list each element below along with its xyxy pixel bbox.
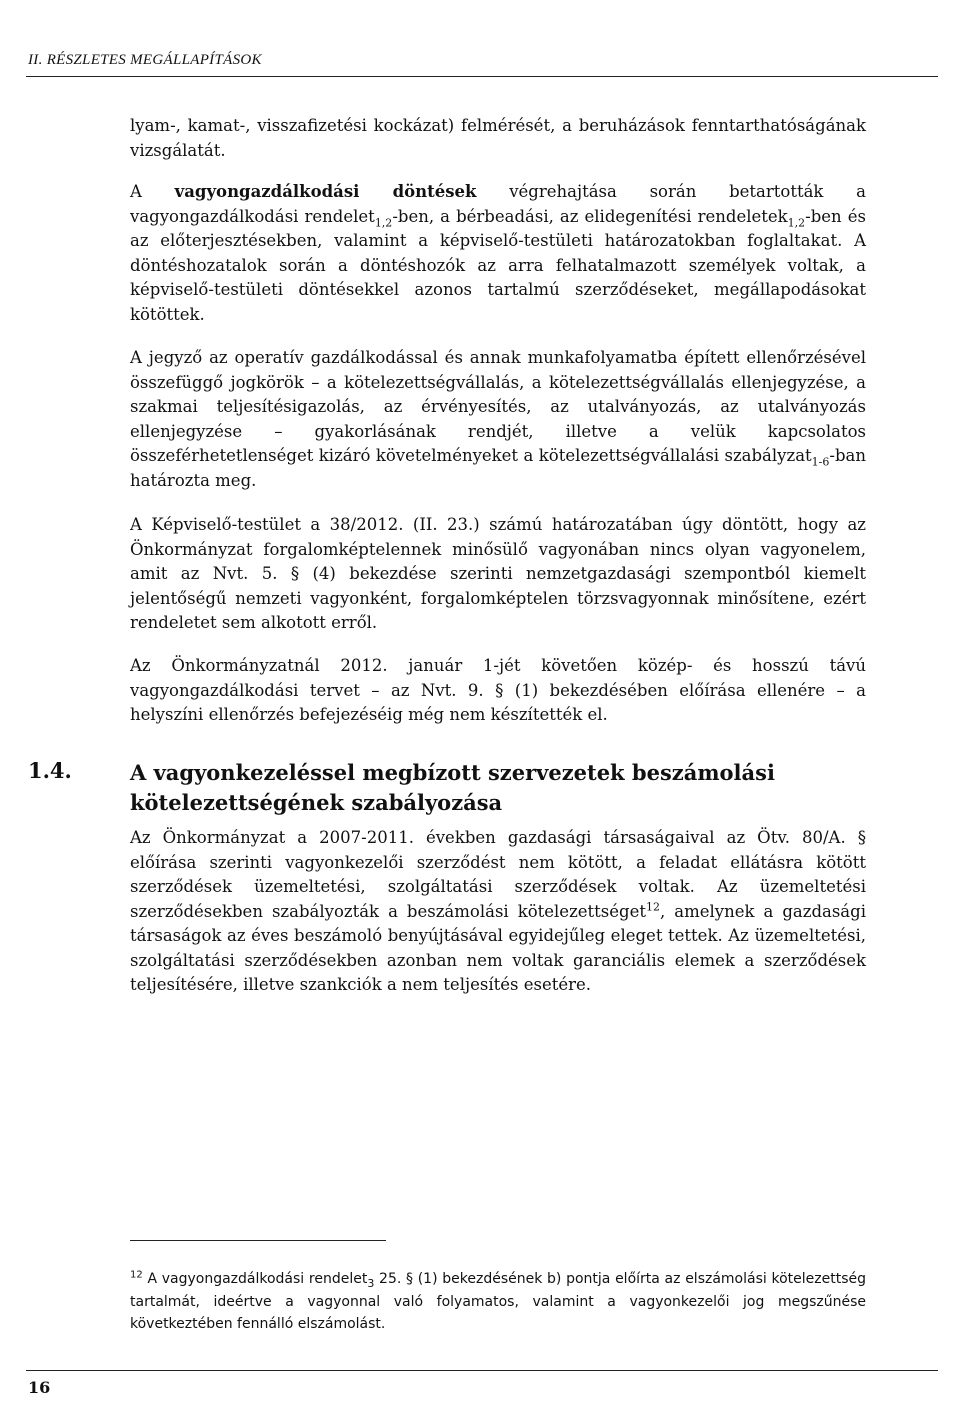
section-number: 1.4.: [28, 758, 72, 783]
footnote-text-c: 25. § (1) bekezdésének b) pontja előírta az elszámolási kötelezettség tartalmát, ideértve a vagyonnal való folyamatos, valamint a vagyonkezelői jog megszűnése következtében fennálló elszámolást.: [130, 1271, 866, 1332]
footnote-subscript: 3: [367, 1276, 375, 1290]
running-header: II. RÉSZLETES MEGÁLLAPÍTÁSOK: [28, 52, 262, 68]
footnote-reference-12[interactable]: 12: [645, 900, 660, 913]
footnote-12: [130, 1268, 866, 1336]
paragraph-3-text-a: A jegyző az operatív gazdálkodással és annak munkafolyamatba épített ellenőrzésével összefüggő jogkörök – a kötelezettségvállalás, a kötelezettségvállalás ellenjegyzése, a szakmai teljesítésigazolás, az érvényesítés, az utalványozás, az utalványozás ellenjegyzése – gyakorlásának rendjét, illetve a velük kapcsolatos összeférhetetlenséget kizáró követelményeket a kötelezettségvállalási szabályzat: [130, 348, 866, 465]
paragraph-2-text-e: -ben, a bérbeadási, az elidegenítési rendeletek: [392, 206, 788, 226]
paragraph-2-subscript-2: 1,2: [787, 215, 806, 229]
paragraph-2-text-a: A: [130, 182, 175, 201]
paragraph-4: A Képviselő-testület a 38/2012. (II. 23.) számú határozatában úgy döntött, hogy az Önkormányzat forgalomképtelennek minősülő vagyonában nincs olyan vagyonelem, amit az Nvt. 5. § (4) bekezdése szerinti nemzetgazdasági szempontból kiemelt jelentőségű nemzeti vagyonként, forgalomképtelen törzsvagyonnak minősítene, ezért rendeletet sem alkotott erről.: [130, 515, 866, 632]
paragraph-3-text-c: -ban határozta meg.: [130, 446, 866, 490]
footnote-mark: 12: [130, 1269, 143, 1281]
footer-rule: [26, 1370, 938, 1371]
paragraph-2-subscript-1: 1,2: [374, 215, 393, 229]
footnote-separator: [130, 1240, 386, 1241]
paragraph-2-text-c: végrehajtása során betartották a vagyongazdálkodási rendelet: [130, 182, 866, 226]
paragraph-6-text-c: , amelynek a gazdasági társaságok az éves beszámoló benyújtásával egyidejűleg eleget tettek. Az üzemeltetési, szolgáltatási szerződésekben azonban nem voltak garanciális elemek a szerződések teljesítésére, illetve szankciók a nem teljesítés esetére.: [130, 901, 866, 994]
paragraph-3-subscript: 1-6: [811, 455, 830, 469]
section-title: A vagyonkezeléssel megbízott szervezetek beszámolási kötelezettségének szabályozása: [130, 760, 775, 815]
page-number: 16: [28, 1378, 51, 1397]
paragraph-3: [130, 346, 866, 493]
paragraph-6-text-a: Az Önkormányzat a 2007-2011. években gazdasági társaságaival az Ötv. 80/A. § előírása szerinti vagyonkezelői szerződést nem kötött, a feladat ellátásra kötött szerződések üzemeltetési, szolgáltatási szerződések voltak. Az üzemeltetési szerződésekben szabályozták a beszámolási kötelezettséget: [130, 828, 866, 921]
paragraph-6: [130, 826, 866, 998]
paragraph-1: lyam-, kamat-, visszafizetési kockázat) felmérését, a beruházások fenntarthatóságának vizsgálatát.: [130, 116, 866, 160]
footnote-text-a: A vagyongazdálkodási rendelet: [142, 1271, 368, 1287]
header-rule: [26, 76, 938, 77]
paragraph-2-bold-term: vagyongazdálkodási döntések: [174, 182, 477, 201]
paragraph-2-text-g: -ben és az előterjesztésekben, valamint a képviselő-testületi határozatokban foglaltakat. A döntéshozatalok során a döntéshozók az arra felhatalmazott személyek voltak, a képviselő-testületi döntésekkel azonos tartalmú szerződéseket, megállapodásokat kötöttek.: [130, 206, 866, 324]
paragraph-2: [130, 180, 866, 327]
paragraph-5: Az Önkormányzatnál 2012. január 1-jét követően közép- és hosszú távú vagyongazdálkodási tervet – az Nvt. 9. § (1) bekezdésében előírása ellenére – a helyszíni ellenőrzés befejezéséig még nem készítették el.: [130, 656, 866, 724]
